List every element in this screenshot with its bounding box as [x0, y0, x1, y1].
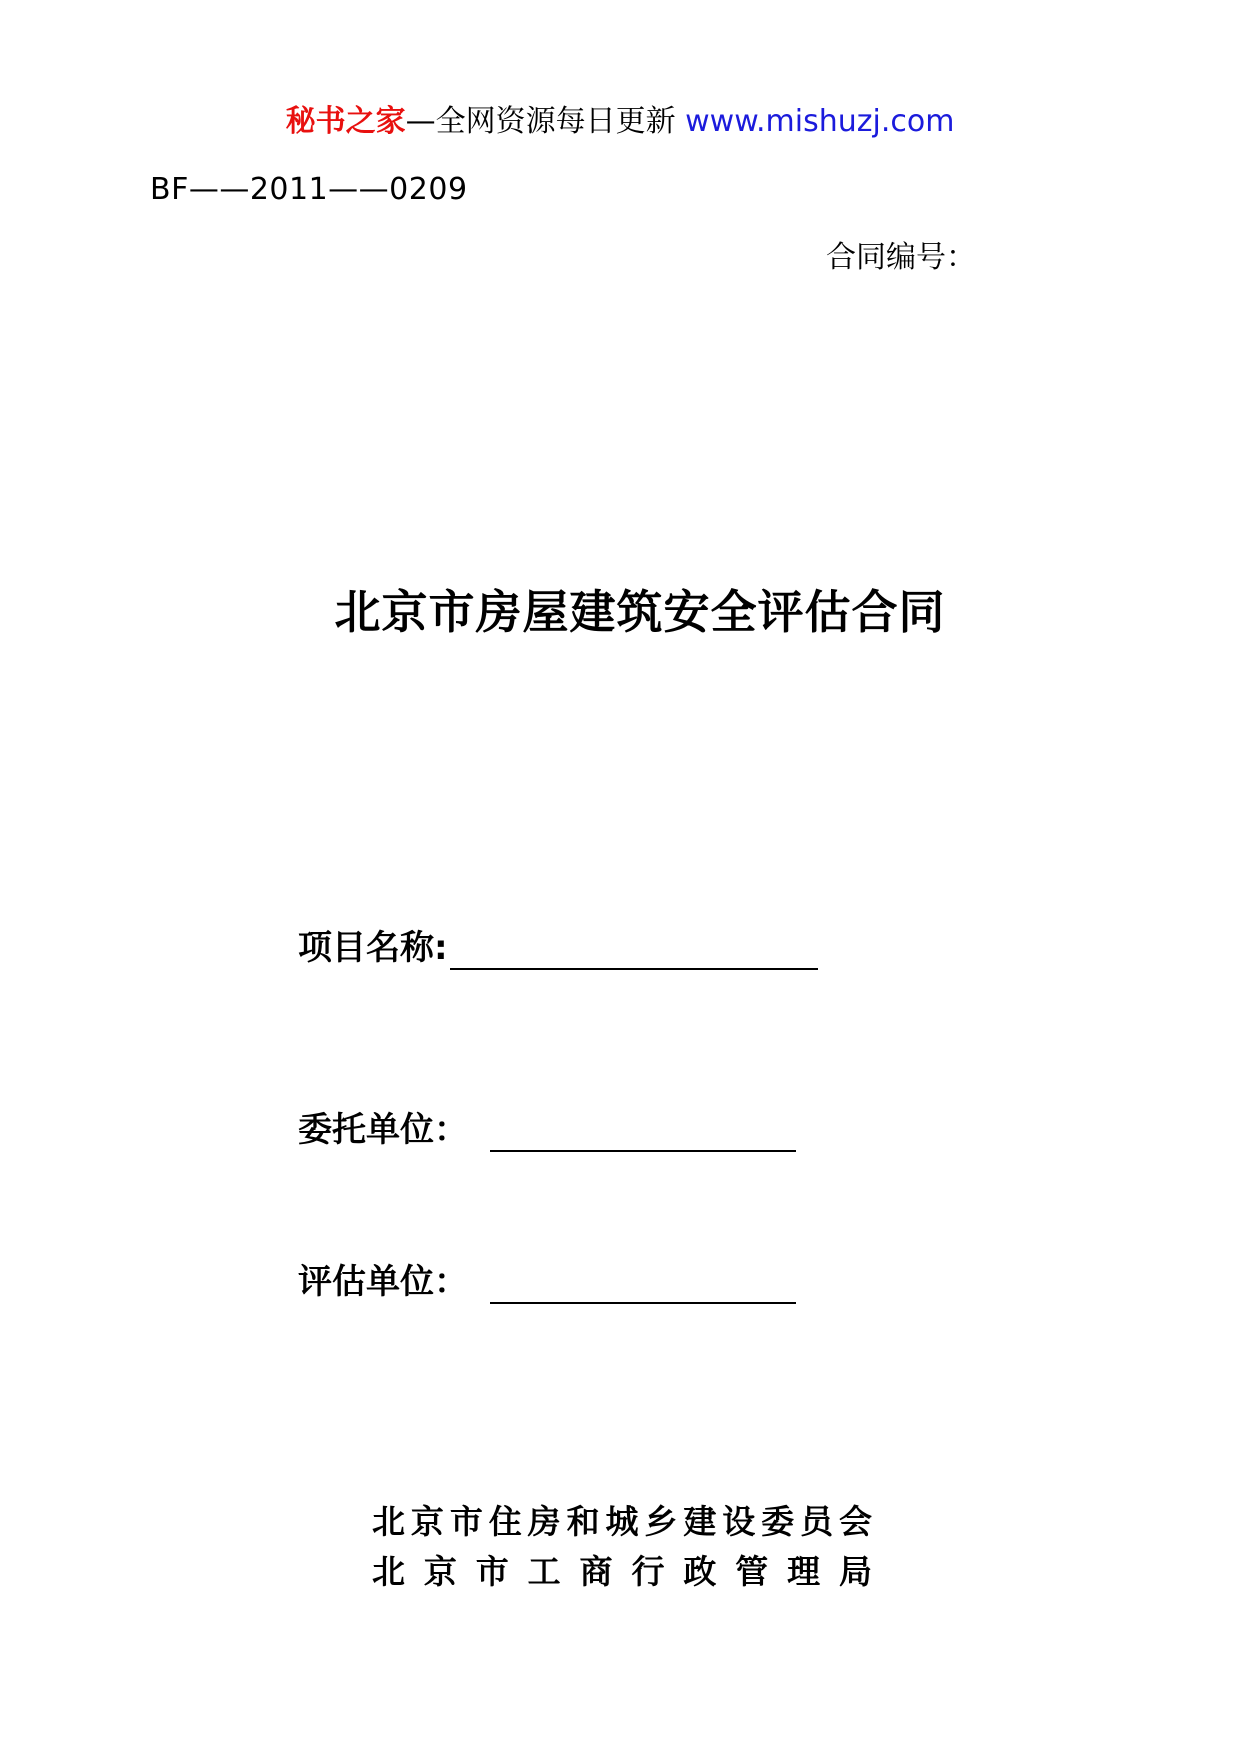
- assessor-unit-blank[interactable]: [490, 1266, 796, 1304]
- contract-number-label: 合同编号：: [826, 240, 976, 275]
- site-url-link[interactable]: www.mishuzj.com: [685, 104, 955, 139]
- document-code: BF——2011——0209: [150, 172, 468, 207]
- document-title: 北京市房屋建筑安全评估合同: [334, 585, 946, 639]
- assessor-unit-label: 评估单位：: [298, 1262, 468, 1302]
- client-unit-label: 委托单位：: [298, 1110, 468, 1150]
- brand-name: 秘书之家: [285, 104, 406, 139]
- issuer-housing-commission: 北京市住房和城乡建设委员会: [372, 1502, 872, 1541]
- assessor-unit-field: [298, 1260, 796, 1304]
- project-name-label: 项目名称:: [298, 928, 448, 968]
- client-unit-field: [298, 1108, 796, 1152]
- banner-tagline: —全网资源每日更新: [405, 104, 676, 139]
- project-name-blank[interactable]: [450, 932, 818, 970]
- issuer-commerce-bureau: 北京市工商行政管理局: [372, 1552, 872, 1591]
- client-unit-blank[interactable]: [490, 1114, 796, 1152]
- site-banner: [0, 102, 1240, 142]
- project-name-field: [298, 926, 818, 970]
